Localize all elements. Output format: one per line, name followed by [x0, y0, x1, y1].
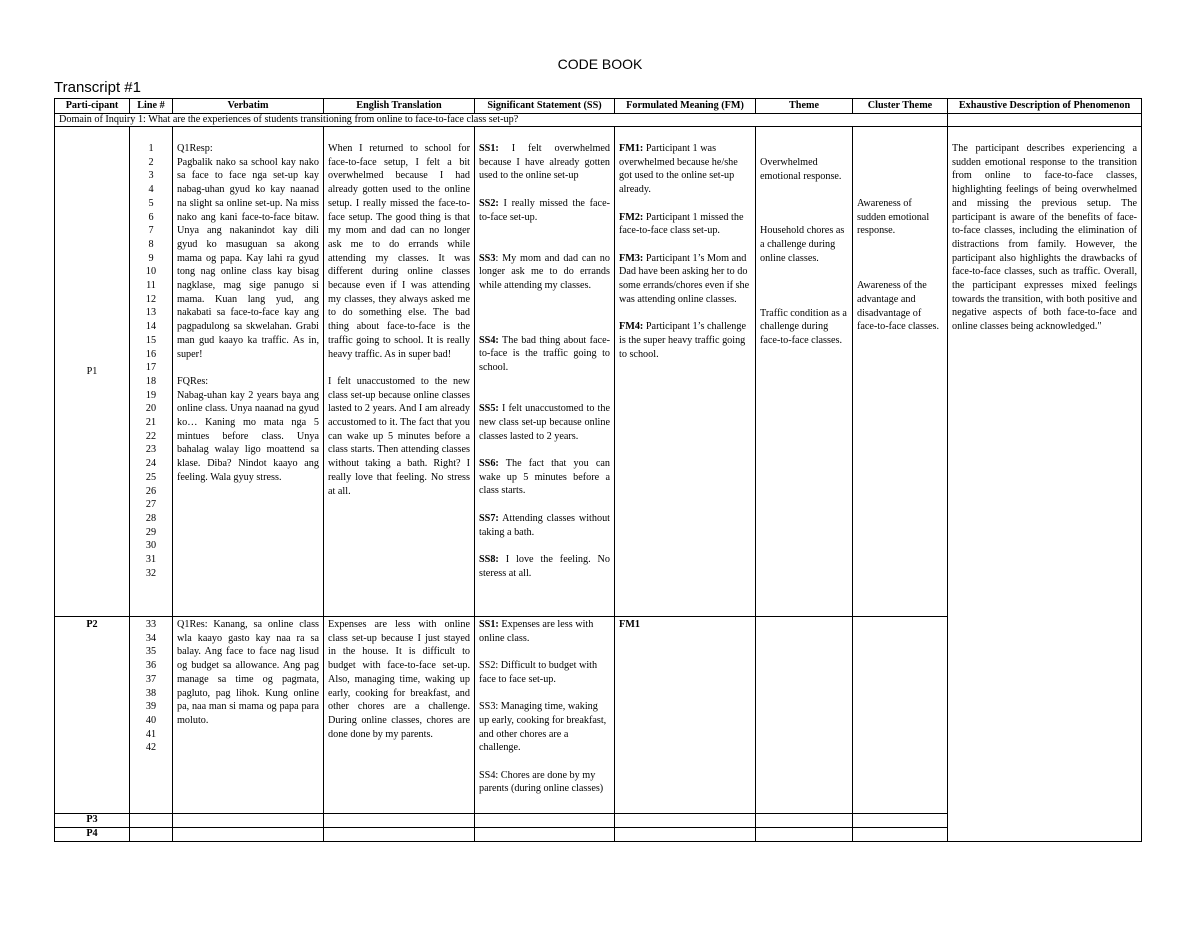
line-numbers-p3	[130, 814, 173, 828]
verbatim-p1	[173, 127, 324, 617]
ss-label: SS8:	[479, 553, 499, 565]
fm-text: Participant 1’s Mom and Dad have been asking her to do some errands/chores even if she was attending online classes.	[619, 252, 750, 305]
verbatim-p4	[173, 828, 324, 842]
line-number: 18	[145, 375, 157, 387]
translation-text: When I returned to school for face-to-face setup, I felt a bit overwhelmed because I had already gotten used to the online setup. I really missed the face-to-face setup. The good thing is that my mom and dad can no longer ask me to do errands while attending my classes. It was different during online classes because even if I was attending my classes, they always asked me to do something else. The bad thing about face-to-face is the traffic going to school. It is really heavy traffic. As in super bad!	[328, 143, 470, 360]
line-number: 13	[145, 307, 157, 319]
participant-label: P1	[86, 365, 98, 377]
formulated-meanings-p2: FM1	[615, 617, 756, 814]
participant-row-p1	[55, 127, 1142, 617]
significant-statement	[479, 457, 610, 498]
transcript-heading: Transcript #1	[54, 79, 141, 96]
line-number: 2	[148, 156, 154, 168]
line-numbers-p1	[130, 127, 173, 617]
ss-text: The bad thing about face-to-face is the traffic going to school.	[479, 334, 610, 374]
significant-statements-p2	[475, 617, 615, 814]
line-number: 25	[145, 471, 157, 483]
significant-statement	[479, 142, 610, 183]
theme: Household chores as a challenge during online classes.	[760, 225, 845, 264]
header-translation: English Translation	[324, 99, 475, 114]
line-number: 30	[145, 540, 157, 552]
line-number: 16	[145, 348, 157, 360]
theme: Traffic condition as a challenge during face-to-face classes.	[760, 307, 847, 346]
ss-label: SS3	[479, 252, 496, 264]
significant-statement	[479, 553, 610, 580]
line-number: 9	[148, 252, 154, 264]
fm-text: Participant 1’s challenge is the super heavy traffic going to school.	[619, 321, 747, 360]
line-numbers-p2	[130, 617, 173, 814]
formulated-meaning	[619, 252, 751, 307]
verbatim-text: Nabag-uhan kay 2 years baya ang online class. Unya naanad na gyud ko… Kaning mo mata nga 5 mintues before class. Unya bahalag walay ligo moattend sa klase. Diba? Nindot kaayo ang feeling. Wala gyuy stress.	[177, 389, 319, 483]
header-verbatim: Verbatim	[173, 99, 324, 114]
line-number: 32	[145, 567, 157, 579]
header-exhaustive-description: Exhaustive Description of Phenomenon	[948, 99, 1142, 114]
fm-label: FM2:	[619, 211, 644, 223]
ss-label: SS5:	[479, 403, 499, 415]
domain-row	[55, 114, 1142, 127]
line-number: 39	[145, 701, 157, 713]
formulated-meaning	[619, 320, 751, 361]
ss-text: : My mom and dad can no longer ask me to do errands while attending my classes.	[479, 252, 610, 291]
domain-empty-cell	[948, 114, 1142, 127]
ss-text: Expenses are less with online class.	[479, 619, 594, 644]
significant-statement	[479, 334, 610, 375]
header-participant: Parti-cipant	[55, 99, 130, 114]
fm-text: Participant 1 missed the face-to-face class set-up.	[619, 211, 744, 237]
themes-p2	[756, 617, 853, 814]
cluster-themes-p1	[853, 127, 948, 617]
line-number: 7	[148, 225, 154, 237]
line-number: 31	[145, 554, 157, 566]
cluster-themes-p4	[853, 828, 948, 842]
line-number: 26	[145, 485, 157, 497]
fm-label: FM4:	[619, 321, 644, 333]
significant-statement	[479, 402, 610, 443]
line-number: 12	[145, 293, 157, 305]
participant-id-p3: P3	[55, 814, 130, 828]
verbatim-label: FQRes:	[177, 375, 209, 387]
line-number: 28	[145, 512, 157, 524]
line-number: 35	[145, 646, 157, 658]
line-number: 37	[145, 673, 157, 685]
line-number: 10	[145, 266, 157, 278]
line-number: 4	[148, 184, 154, 196]
translation-p2: Expenses are less with online class set-up because I just stayed in the house. It is difficult to budget with face-to-face set-up. Also, managing time, waking up early, cooking for breakfast, and other chores are a challenge. During online classes, chores are done done by my parents.	[324, 617, 475, 814]
significant-statement	[479, 252, 610, 293]
ss-text: I felt unaccustomed to the new class set-up because online classes lasted to 2 years.	[479, 403, 610, 442]
verbatim-label: Q1Resp:	[177, 143, 213, 154]
translation-p3	[324, 814, 475, 828]
line-number: 15	[145, 334, 157, 346]
cluster-themes-p3	[853, 814, 948, 828]
formulated-meaning	[619, 142, 751, 197]
ss-text: The fact that you can wake up 5 minutes before a class starts.	[479, 458, 610, 497]
exhaustive-text: The participant describes experiencing a sudden emotional response to the transition from online to face-to-face classes, highlighting feelings of being overwhelmed and missing the previous setup. The participant is aware of the benefits of face-to-face classes, including the elimination of distractions from family. However, the participant also highlights the drawbacks of face-to-face classes, such as traffic. Overall, the participant expresses mixed feelings towards the transition, with both positive and negative aspects of both face-to-face and online classes being acknowledged."	[952, 143, 1137, 333]
ss-text: I love the feeling. No steress at all.	[479, 553, 610, 579]
line-number: 3	[148, 170, 154, 182]
line-number: 17	[145, 362, 157, 374]
line-number: 42	[145, 742, 157, 754]
participant-id-p2: P2	[55, 617, 130, 814]
significant-statement: SS2: Difficult to budget with face to face set-up.	[479, 660, 598, 685]
ss-text: Attending classes without taking a bath.	[479, 512, 610, 538]
header-theme: Theme	[756, 99, 853, 114]
domain-of-inquiry: Domain of Inquiry 1: What are the experiences of students transitioning from online to face-to-face class set-up?	[55, 114, 948, 127]
code-book-table	[54, 98, 1142, 842]
line-number: 23	[145, 444, 157, 456]
line-number: 27	[145, 499, 157, 511]
ss-text: I felt overwhelmed because I have already gotten used to the online set-up	[479, 143, 610, 182]
verbatim-p2: Q1Res: Kanang, sa online class wla kaayo gasto kay naa ra sa balay. Ang face to face nag lisud og budget sa allowance. Ang pag manage sa time og pagmata, pagluto, pag lihok. Kung online pa, naa man si mama og papa para moluto.	[173, 617, 324, 814]
line-number: 21	[145, 417, 157, 429]
line-number: 14	[145, 321, 157, 333]
page-title: CODE BOOK	[557, 56, 643, 72]
significant-statement	[479, 512, 610, 539]
cluster-themes-p2	[853, 617, 948, 814]
theme: Overwhelmed emotional response.	[760, 157, 842, 182]
header-cluster-theme: Cluster Theme	[853, 99, 948, 114]
significant-statement: SS3: Managing time, waking up early, cooking for breakfast, and other chores are a challenge.	[479, 701, 607, 754]
line-number: 1	[148, 143, 154, 154]
ss-label: SS1:	[479, 143, 499, 154]
line-number: 41	[145, 728, 157, 740]
header-significant-statement: Significant Statement (SS)	[475, 99, 615, 114]
line-number: 20	[145, 403, 157, 415]
formulated-meanings-p4	[615, 828, 756, 842]
fm-text: Participant 1 was overwhelmed because he/she got used to the online set-up already.	[619, 143, 738, 196]
line-number: 24	[145, 458, 157, 470]
line-number: 34	[145, 632, 157, 644]
significant-statements-p3	[475, 814, 615, 828]
line-number: 33	[145, 619, 157, 630]
line-numbers-p4	[130, 828, 173, 842]
translation-text: I felt unaccustomed to the new class set-up because online classes lasted to 2 years. And I am already accustomed to it. The fact that you can wake up 5 minutes before a class starts. Then attending classes without taking a bath. Right? I really love that feeling. No stress at all.	[328, 375, 470, 497]
exhaustive-description	[948, 127, 1142, 842]
fm-label: FM3:	[619, 252, 644, 264]
ss-label: SS2:	[479, 197, 499, 209]
translation-p1	[324, 127, 475, 617]
themes-p1	[756, 127, 853, 617]
significant-statements-p1	[475, 127, 615, 617]
significant-statement	[479, 618, 610, 645]
line-number: 38	[145, 687, 157, 699]
themes-p4	[756, 828, 853, 842]
line-number: 29	[145, 526, 157, 538]
verbatim-text: Pagbalik nako sa school kay nako sa face to face nga set-up kay nabag-uhan gyud ko kay naanad na slight sa online set-up. Na miss nako ang kani face-to-face bitaw. Unya ang nakanindot kay dili gyud ko masuguan sa akong mama og papa. Kay lahi ra gyud tong nag online class kay bisag nagklase, mag sige panugo si mama. Kuan lang yud, ang nakabati sa face-to-face kay ang pagpadulong sa skwelahan. Grabi man gud kaayo ka traffic. As in, super!	[177, 156, 319, 360]
line-number: 8	[148, 238, 154, 250]
participant-id-p4: P4	[55, 828, 130, 842]
formulated-meaning	[619, 211, 751, 238]
formulated-meanings-p1	[615, 127, 756, 617]
formulated-meanings-p3	[615, 814, 756, 828]
fm-label: FM1:	[619, 143, 644, 154]
ss-label: SS7:	[479, 512, 499, 524]
ss-label: SS4:	[479, 334, 499, 346]
significant-statement	[479, 197, 610, 224]
cluster-theme: Awareness of sudden emotional response.	[857, 198, 930, 237]
translation-p4	[324, 828, 475, 842]
cluster-theme: Awareness of the advantage and disadvantage of face-to-face classes.	[857, 280, 940, 333]
line-number: 5	[148, 197, 154, 209]
line-number: 22	[145, 430, 157, 442]
themes-p3	[756, 814, 853, 828]
significant-statements-p4	[475, 828, 615, 842]
line-number: 11	[146, 280, 156, 292]
ss-text: I really missed the face-to-face set-up.	[479, 197, 610, 223]
ss-label: SS6:	[479, 458, 499, 469]
header-row	[55, 99, 1142, 114]
line-number: 19	[145, 389, 157, 401]
header-line: Line #	[130, 99, 173, 114]
participant-id-p1	[55, 127, 130, 617]
line-number: 6	[148, 211, 154, 223]
line-number: 40	[145, 714, 157, 726]
line-number: 36	[145, 660, 157, 672]
verbatim-p3	[173, 814, 324, 828]
header-formulated-meaning: Formulated Meaning (FM)	[615, 99, 756, 114]
ss-label: SS1:	[479, 619, 499, 630]
significant-statement: SS4: Chores are done by my parents (during online classes)	[479, 769, 604, 795]
